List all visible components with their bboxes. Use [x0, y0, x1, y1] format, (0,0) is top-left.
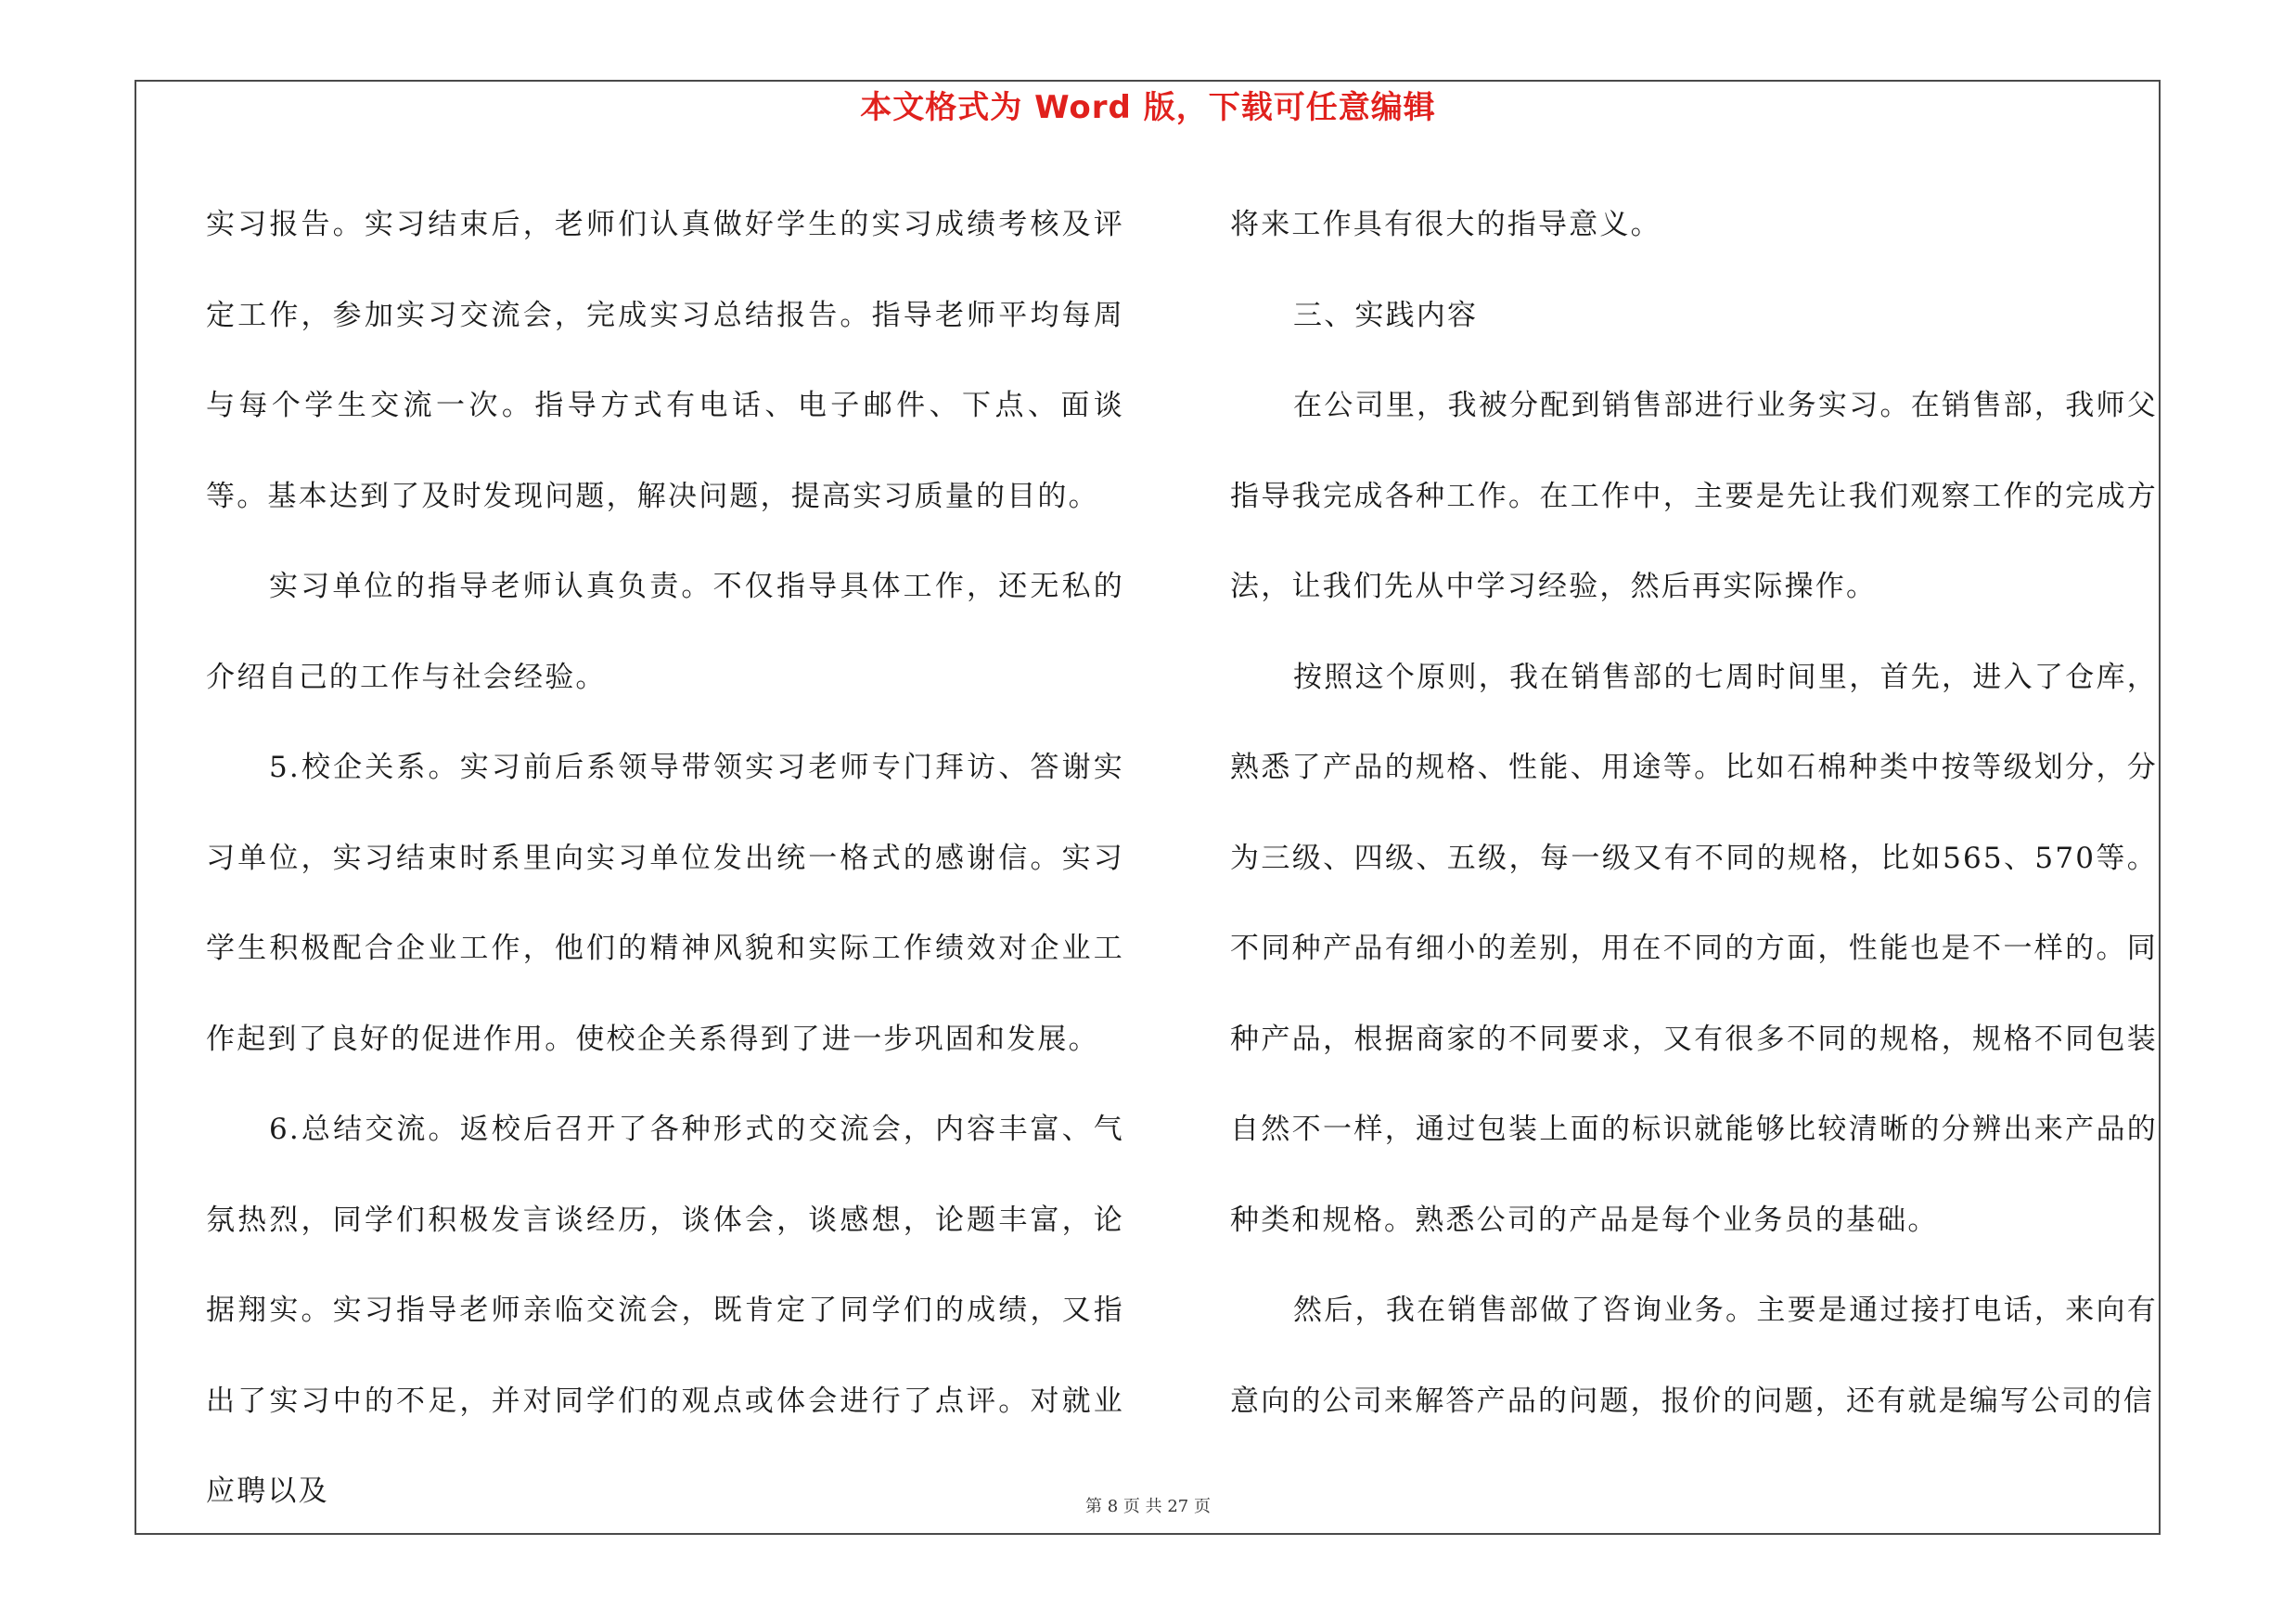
- left-text-column: [206, 180, 1124, 1538]
- paragraph: 按照这个原则，我在销售部的七周时间里，首先，进入了仓库，熟悉了产品的规格、性能、用途等。比如石棉种类中按等级划分，分为三级、四级、五级，每一级又有不同的规格，比如565、570等。不同种产品有细小的差别，用在不同的方面，性能也是不一样的。同种产品，根据商家的不同要求，又有很多不同的规格，规格不同包装自然不一样，通过包装上面的标识就能够比较清晰的分辨出来产品的种类和规格。熟悉公司的产品是每个业务员的基础。: [1230, 660, 2158, 1237]
- paragraph: 6.总结交流。返校后召开了各种形式的交流会，内容丰富、气氛热烈，同学们积极发言谈经历，谈体会，谈感想，论题丰富，论据翔实。实习指导老师亲临交流会，既肯定了同学们的成绩，又指出了实习中的不足，并对同学们的观点或体会进行了点评。对就业应聘以及: [206, 1113, 1124, 1508]
- word-format-banner: 本文格式为 Word 版，下载可任意编辑: [860, 89, 1436, 126]
- paragraph: 在公司里，我被分配到销售部进行业务实习。在销售部，我师父指导我完成各种工作。在工作中，主要是先让我们观察工作的完成方法，让我们先从中学习经验，然后再实际操作。: [1230, 389, 2158, 603]
- paragraph: 实习报告。实习结束后，老师们认真做好学生的实习成绩考核及评定工作，参加实习交流会，完成实习总结报告。指导老师平均每周与每个学生交流一次。指导方式有电话、电子邮件、下点、面谈等。基本达到了及时发现问题，解决问题，提高实习质量的目的。: [206, 208, 1124, 513]
- right-text-column: [1230, 180, 2158, 1447]
- paragraph: 将来工作具有很大的指导意义。: [1230, 208, 1661, 241]
- page-number-footer: 第 8 页 共 27 页: [1085, 1497, 1211, 1516]
- section-heading: 三、实践内容: [1293, 298, 1479, 332]
- paragraph: 5.校企关系。实习前后系领导带领实习老师专门拜访、答谢实习单位，实习结束时系里向实习单位发出统一格式的感谢信。实习学生积极配合企业工作，他们的精神风貌和实际工作绩效对企业工作起到了良好的促进作用。使校企关系得到了进一步巩固和发展。: [206, 751, 1124, 1056]
- paragraph: 实习单位的指导老师认真负责。不仅指导具体工作，还无私的介绍自己的工作与社会经验。: [206, 570, 1124, 694]
- paragraph: 然后，我在销售部做了咨询业务。主要是通过接打电话，来向有意向的公司来解答产品的问题，报价的问题，还有就是编写公司的信: [1230, 1294, 2158, 1418]
